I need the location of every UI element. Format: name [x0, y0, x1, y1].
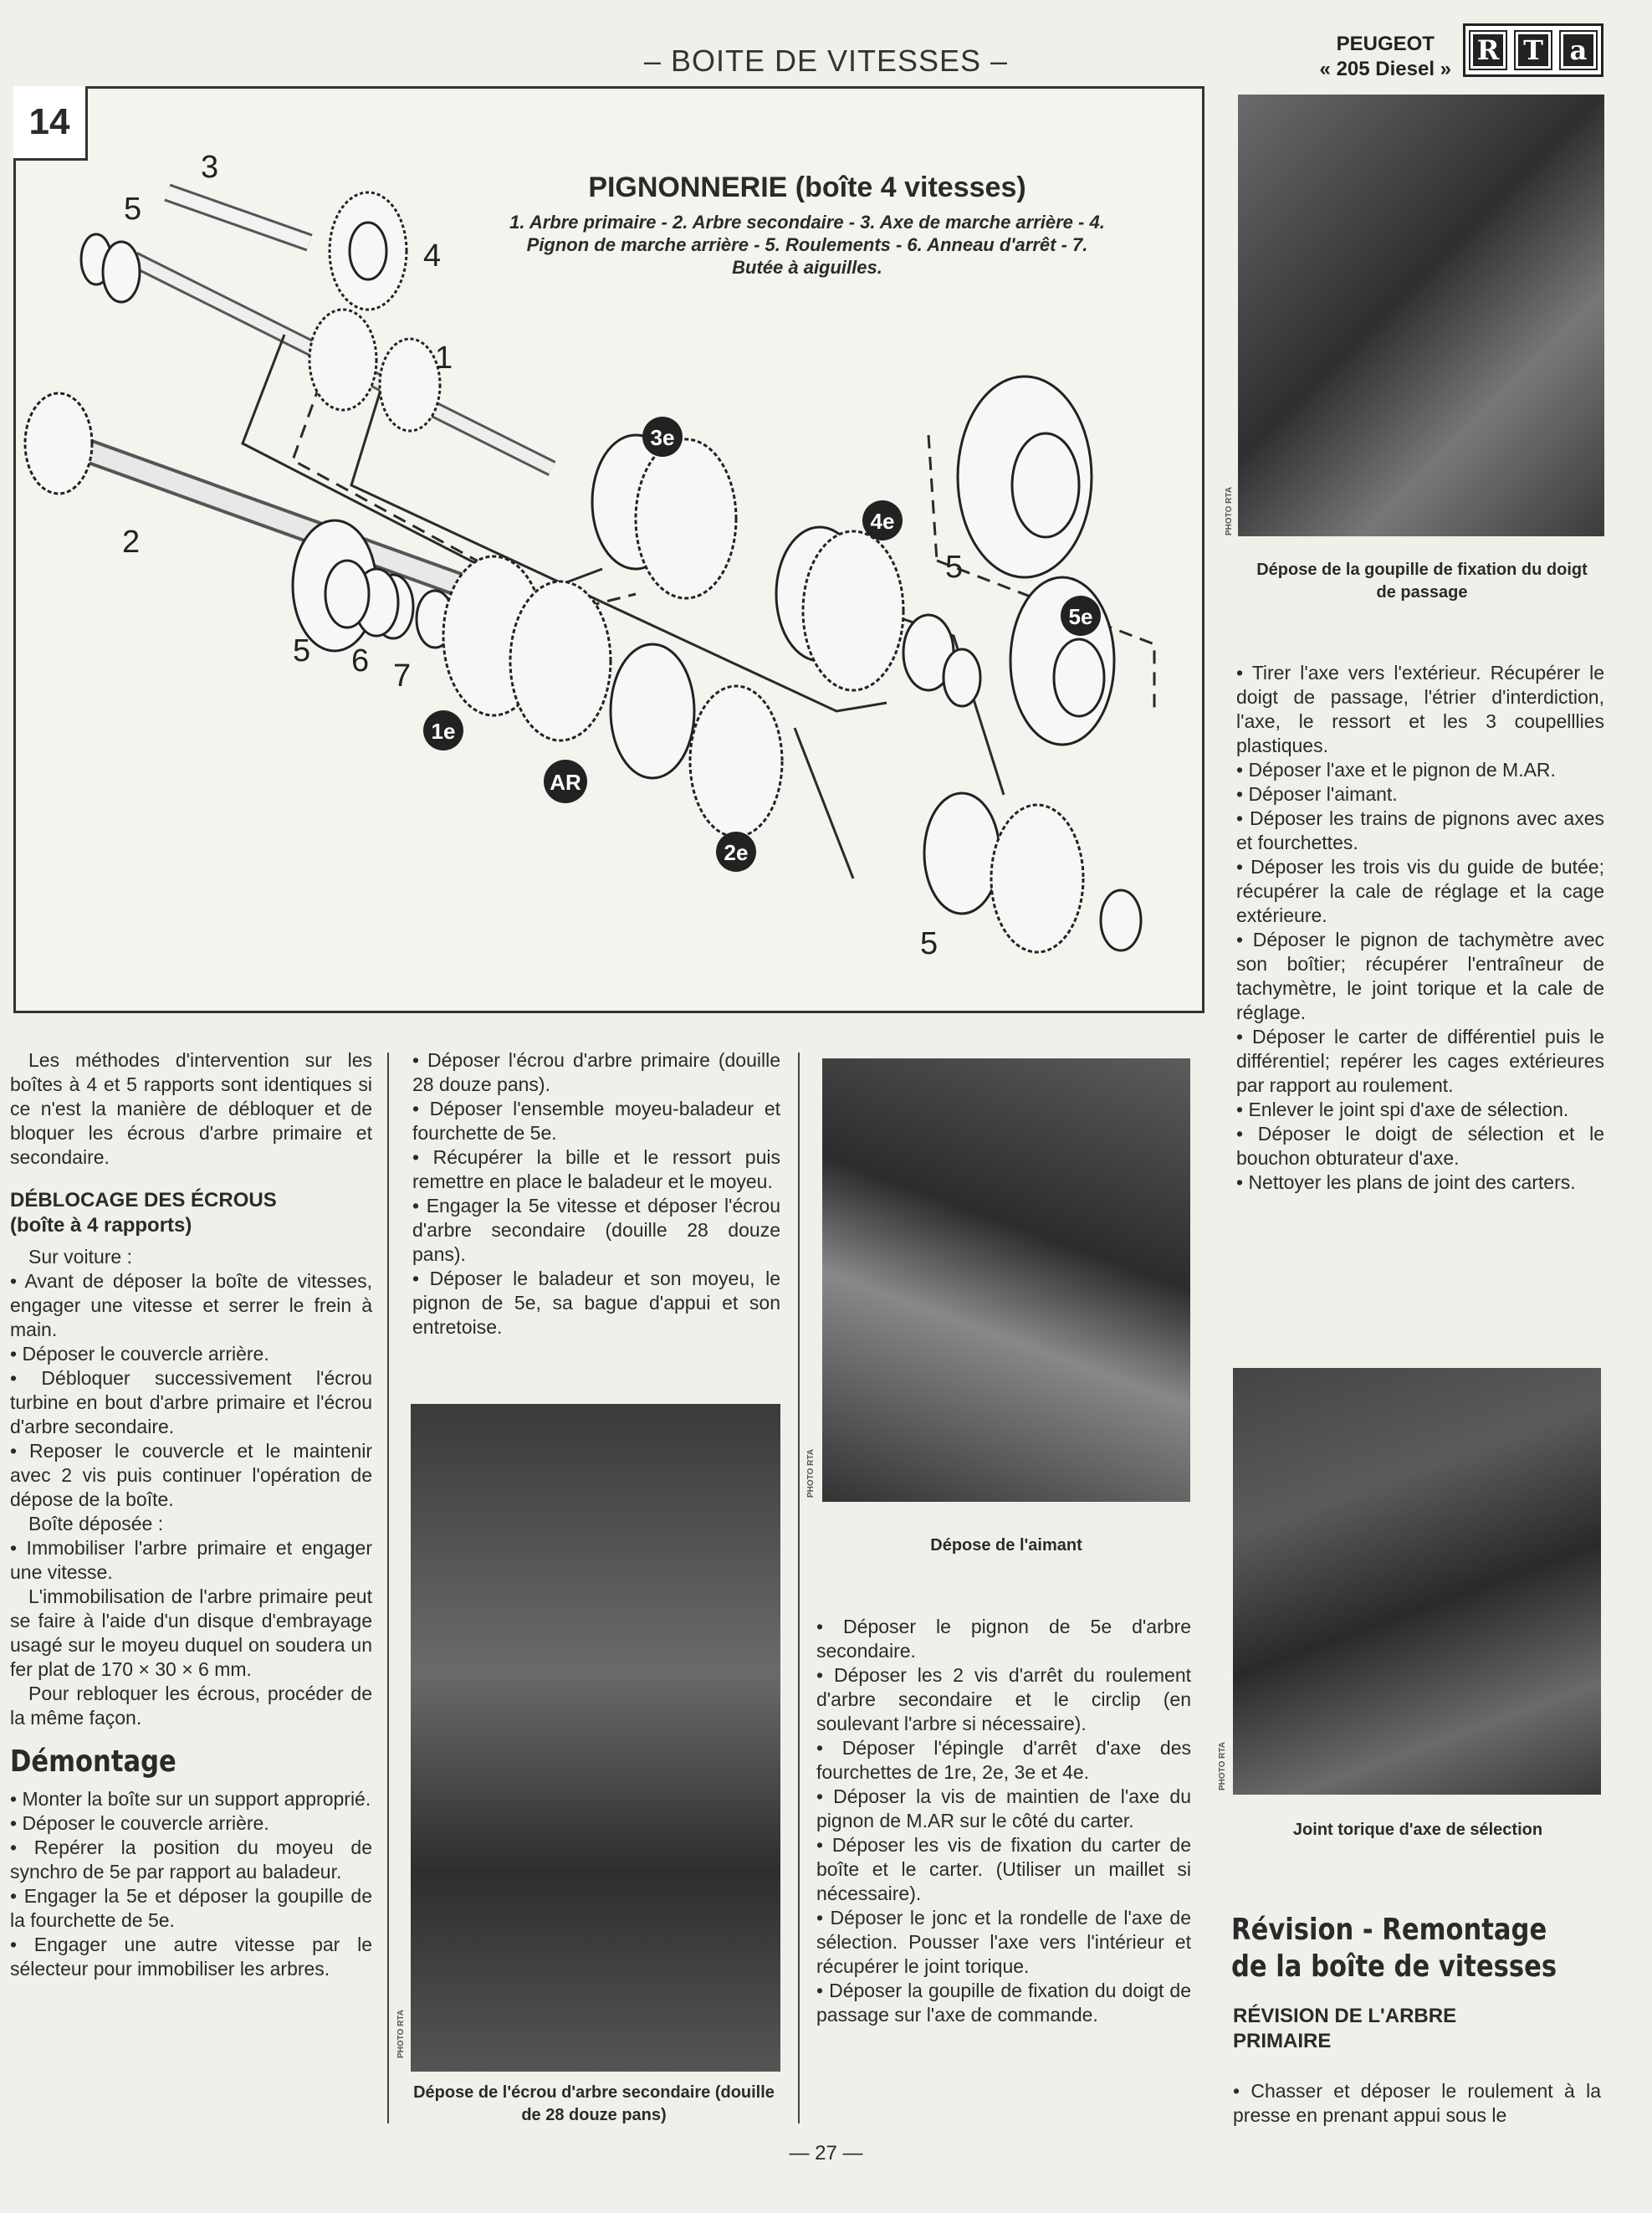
badge-5e: 5e [1068, 604, 1093, 629]
col1-p8: L'immobilisation de l'arbre primaire peut se faire à l'aide d'un disque d'embrayage usagé sur le moyeu duquel on soudera un fer plat de 170 × 30 × 6 mm. [10, 1585, 372, 1680]
col1-p4: • Débloquer successivement l'écrou turbine en bout d'arbre primaire et l'écrou d'arbre secondaire. [10, 1367, 372, 1437]
rta-logo [1463, 23, 1603, 77]
col4-p1: • Tirer l'axe vers l'extérieur. Récupérer le doigt de passage, l'étrier d'interdiction, l'axe, le ressort et les 3 coupelllies plastiques. [1236, 662, 1604, 756]
logo-letter-t: T [1514, 30, 1552, 70]
callout-5b: 5 [293, 633, 311, 669]
callout-7: 7 [393, 658, 412, 694]
photo-credit-4: PHOTO RTA [1218, 1742, 1227, 1790]
figure-number: 14 [13, 86, 88, 161]
col1-p2: • Avant de déposer la boîte de vitesses, engager une vitesse et serrer le frein à main. [10, 1270, 372, 1340]
col2-p4: • Engager la 5e vitesse et déposer l'écrou d'arbre secondaire (douille 28 douze pans). [412, 1195, 780, 1265]
col2-p5: • Déposer le baladeur et son moyeu, le pignon de 5e, sa bague d'appui et son entretoise. [412, 1268, 780, 1338]
photo-goupille [1238, 95, 1604, 536]
col3-p7: • Déposer la goupille de fixation du doigt de passage sur l'axe de commande. [816, 1980, 1191, 2026]
callout-2: 2 [122, 525, 141, 560]
col1-intro: Les méthodes d'intervention sur les boîtes à 4 et 5 rapports sont identiques si ce n'est la manière de débloquer et de bloquer les écrous d'arbre primaire et secondaire. [10, 1049, 372, 1168]
col1-p5: • Reposer le couvercle et le maintenir avec 2 vis puis continuer l'opération de dépose de la boîte. [10, 1440, 372, 1510]
badge-3e: 3e [650, 425, 675, 450]
col3-p3: • Déposer l'épingle d'arrêt d'axe des fourchettes de 1re, 2e, 3e et 4e. [816, 1737, 1191, 1783]
badge-2e: 2e [724, 840, 749, 865]
callout-5d: 5 [920, 926, 939, 961]
col4-p9: • Déposer le doigt de sélection et le bouchon obturateur d'axe. [1236, 1123, 1604, 1169]
col3-text [816, 1615, 1191, 2027]
caption-aimant: Dépose de l'aimant [930, 1536, 1082, 1555]
col1-p10: • Monter la boîte sur un support approprié. [10, 1788, 371, 1810]
col1-p14: • Engager une autre vitesse par le sélecteur pour immobiliser les arbres. [10, 1934, 372, 1980]
logo-letter-a: a [1559, 30, 1598, 70]
col3-p1: • Déposer le pignon de 5e d'arbre secondaire. [816, 1616, 1191, 1662]
heading-demontage: Démontage [10, 1744, 176, 1779]
col1-p9: Pour rebloquer les écrous, procéder de la même façon. [10, 1683, 372, 1729]
col3-p2: • Déposer les 2 vis d'arrêt du roulement d'arbre secondaire et le circlip (en soulevant l'arbre si nécessaire). [816, 1664, 1191, 1734]
photo-ecrou [411, 1404, 780, 2072]
col2-p3: • Récupérer la bille et le ressort puis remettre en place le baladeur et le moyeu. [412, 1146, 780, 1192]
column-rule-1 [387, 1053, 389, 2123]
caption-goupille: Dépose de la goupille de fixation du doigt de passage [1256, 561, 1588, 602]
col4-p6: • Déposer le pignon de tachymètre avec son boîtier; récupérer l'entraîneur de tachymètre, le joint torique et la cale de réglage. [1236, 929, 1604, 1023]
col4-p10: • Nettoyer les plans de joint des carters. [1236, 1171, 1576, 1193]
photo-credit-2: PHOTO RTA [806, 1449, 816, 1498]
col1-p11: • Déposer le couvercle arrière. [10, 1812, 269, 1834]
logo-letter-r: R [1469, 30, 1507, 70]
heading-deblocage-sub: (boîte à 4 rapports) [10, 1214, 192, 1237]
col3-p5: • Déposer les vis de fixation du carter de boîte et le carter. (Utiliser un maillet si nécessaire). [816, 1834, 1191, 1904]
col2-p1: • Déposer l'écrou d'arbre primaire (douille 28 douze pans). [412, 1049, 780, 1095]
column-rule-2 [798, 1053, 800, 2123]
gearbox-exploded-diagram [17, 126, 1196, 1004]
col1-p1: Sur voiture : [28, 1246, 132, 1268]
col4-p3: • Déposer l'aimant. [1236, 783, 1398, 805]
col4-p2: • Déposer l'axe et le pignon de M.AR. [1236, 759, 1556, 781]
col1-p6: Boîte déposée : [28, 1513, 164, 1534]
brand-line-1: PEUGEOT [1336, 33, 1435, 55]
col3-p6: • Déposer le jonc et la rondelle de l'axe de sélection. Pousser l'axe vers l'intérieur et récupérer le joint torique. [816, 1907, 1191, 1977]
col3-p4: • Déposer la vis de maintien de l'axe du pignon de M.AR sur le côté du carter. [816, 1785, 1191, 1831]
photo-credit: PHOTO RTA [1225, 487, 1234, 535]
col1-p7: • Immobiliser l'arbre primaire et engager une vitesse. [10, 1537, 372, 1583]
heading-revision-remontage: Révision - Remontage de la boîte de vitesses [1231, 1913, 1557, 1984]
callout-3: 3 [201, 150, 219, 185]
photo-joint-torique [1233, 1368, 1601, 1795]
col2-text [412, 1048, 780, 1340]
running-head: – BOITE DE VITESSES – [643, 44, 1009, 78]
col4-text [1236, 661, 1604, 1195]
badge-1e: 1e [431, 719, 456, 744]
heading-deblocage: DÉBLOCAGE DES ÉCROUS [10, 1189, 277, 1212]
col4-p5: • Déposer les trois vis du guide de butée; récupérer la cale de réglage et la cage extérieure. [1236, 856, 1604, 926]
brand-line-2: « 205 Diesel » [1319, 58, 1451, 80]
col1-text [10, 1048, 372, 1981]
page-number: — 27 — [789, 2142, 863, 2164]
caption-ecrou: Dépose de l'écrou d'arbre secondaire (douille de 28 douze pans) [413, 2083, 775, 2124]
col1-p3: • Déposer le couvercle arrière. [10, 1343, 269, 1365]
heading-revision-arbre-primaire: RÉVISION DE L'ARBRE PRIMAIRE [1233, 2005, 1457, 2052]
col4-p8: • Enlever le joint spi d'axe de sélection. [1236, 1099, 1569, 1120]
badge-4e: 4e [870, 509, 895, 534]
col2-p2: • Déposer l'ensemble moyeu-baladeur et fourchette de 5e. [412, 1098, 780, 1144]
callout-6: 6 [351, 643, 370, 679]
caption-joint-torique: Joint torique d'axe de sélection [1292, 1821, 1543, 1839]
col1-p13: • Engager la 5e et déposer la goupille de la fourchette de 5e. [10, 1885, 372, 1931]
col4-p7: • Déposer le carter de différentiel puis le différentiel; repérer les cages extérieures par rapport au roulement. [1236, 1026, 1604, 1096]
photo-credit-3: PHOTO RTA [396, 2010, 406, 2058]
col4-p4: • Déposer les trains de pignons avec axes et fourchettes. [1236, 807, 1604, 853]
figure-title: PIGNONNERIE (boîte 4 vitesses) [588, 172, 1026, 203]
col1-p12: • Repérer la position du moyeu de synchro de 5e par rapport au baladeur. [10, 1836, 372, 1883]
callout-4: 4 [423, 238, 442, 274]
callout-5: 5 [124, 192, 142, 227]
photo-aimant [822, 1058, 1190, 1502]
callout-5c: 5 [945, 550, 964, 585]
callout-1: 1 [435, 341, 453, 376]
figure-legend: 1. Arbre primaire - 2. Arbre secondaire - 3. Axe de marche arrière - 4. Pignon de marche arrière - 5. Roulements - 6. Anneau d'arrêt - 7. Butée à aiguilles. [509, 212, 1105, 278]
col4-p11: • Chasser et déposer le roulement à la presse en prenant appui sous le [1233, 2080, 1601, 2126]
badge-ar: AR [550, 770, 581, 795]
brand-label [1320, 32, 1451, 82]
